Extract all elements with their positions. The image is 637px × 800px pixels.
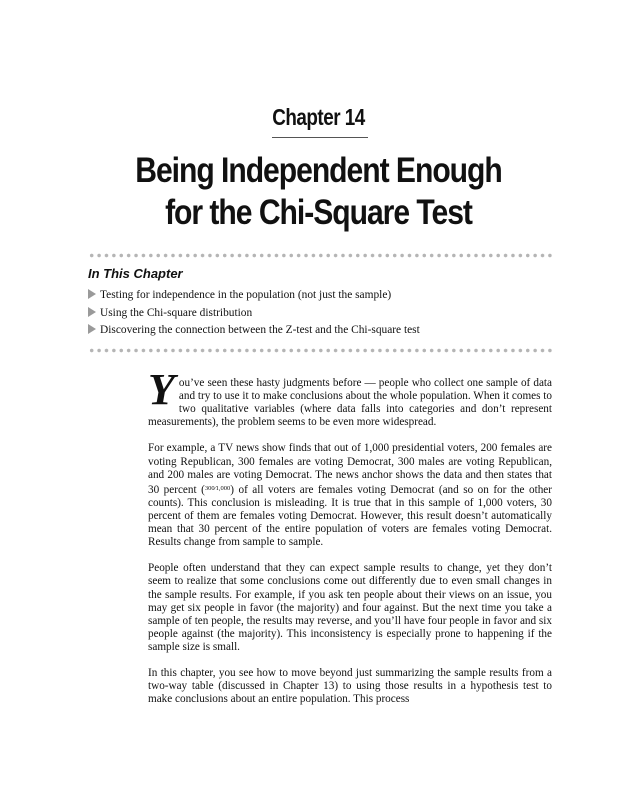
in-this-chapter-heading: In This Chapter [88,266,183,281]
paragraph-2-text-a: For example, a TV news show finds that out of 1,000 presidential voters, 200 females are voting Republican, 300 females are voting Democrat, 300 males are voting Republican, and 200 males are voting Democrat. The news anchor shows the data and then states that 30 percent ( [148,442,552,496]
paragraph-4: In this chapter, you see how to move beyond just summarizing the sample results from a two-way table (discussed in Chapter 13) to using those results in a hypothesis test to make conclusions about an entire population. This process [148,667,552,706]
topic-text: Discovering the connection between the Z-test and the Chi-square test [100,324,420,336]
chapter-topics-list [88,287,420,340]
list-item [88,322,420,340]
dotted-divider-bottom [88,348,553,353]
drop-cap: Y [148,365,175,414]
triangle-bullet-icon [88,289,96,299]
fraction: 300⁄1,000 [204,484,231,492]
topic-text: Using the Chi-square distribution [100,306,253,319]
list-item [88,305,420,323]
chapter-title-line-1: Being Independent Enough [135,151,502,190]
chapter-number: Chapter 14 [272,104,365,130]
paragraph-1 [148,365,552,429]
paragraph-2 [148,442,552,549]
triangle-bullet-icon [88,307,96,317]
paragraph-2-text-b: ) of all voters are females voting Democrat (and so on for the other counts). This conclusion is misleading. It is true that in this sample of 1,000 voters, 30 percent of them are females voting Democrat. However, this result doesn’t automatically mean that 30 percent of the entire population of voters are females voting Democrat. Results change from sample to sample. [148,483,552,549]
list-item [88,287,420,305]
chapter-title [45,150,593,234]
chapter-title-line-2: for the Chi-Square Test [165,193,472,232]
chapter-body [148,365,552,719]
topic-text: Testing for independence in the population (not just the sample) [100,289,392,301]
dotted-divider-top [88,253,553,258]
paragraph-3: People often understand that they can expect sample results to change, yet they don’t seem to realize that some conclusions come out differently due to even small changes in the sample results. For example, if you ask ten people about their views on an issue, you may get six people in favor (the majority) and four against. But the next time you take a sample of ten people, the results may reverse, and you’ll have four people in favor and six people against (the majority). This inconsistency is especially prone to happening if the sample size is small. [148,562,552,653]
paragraph-1-text: ou’ve seen these hasty judgments before — people who collect one sample of data and try to use it to make conclusions about the whole population. When it comes to two qualitative variables (where data falls into categories and don’t represent measurements), the problem seems to be even more widespread. [148,377,552,429]
chapter-rule [272,137,368,138]
triangle-bullet-icon [88,324,96,334]
